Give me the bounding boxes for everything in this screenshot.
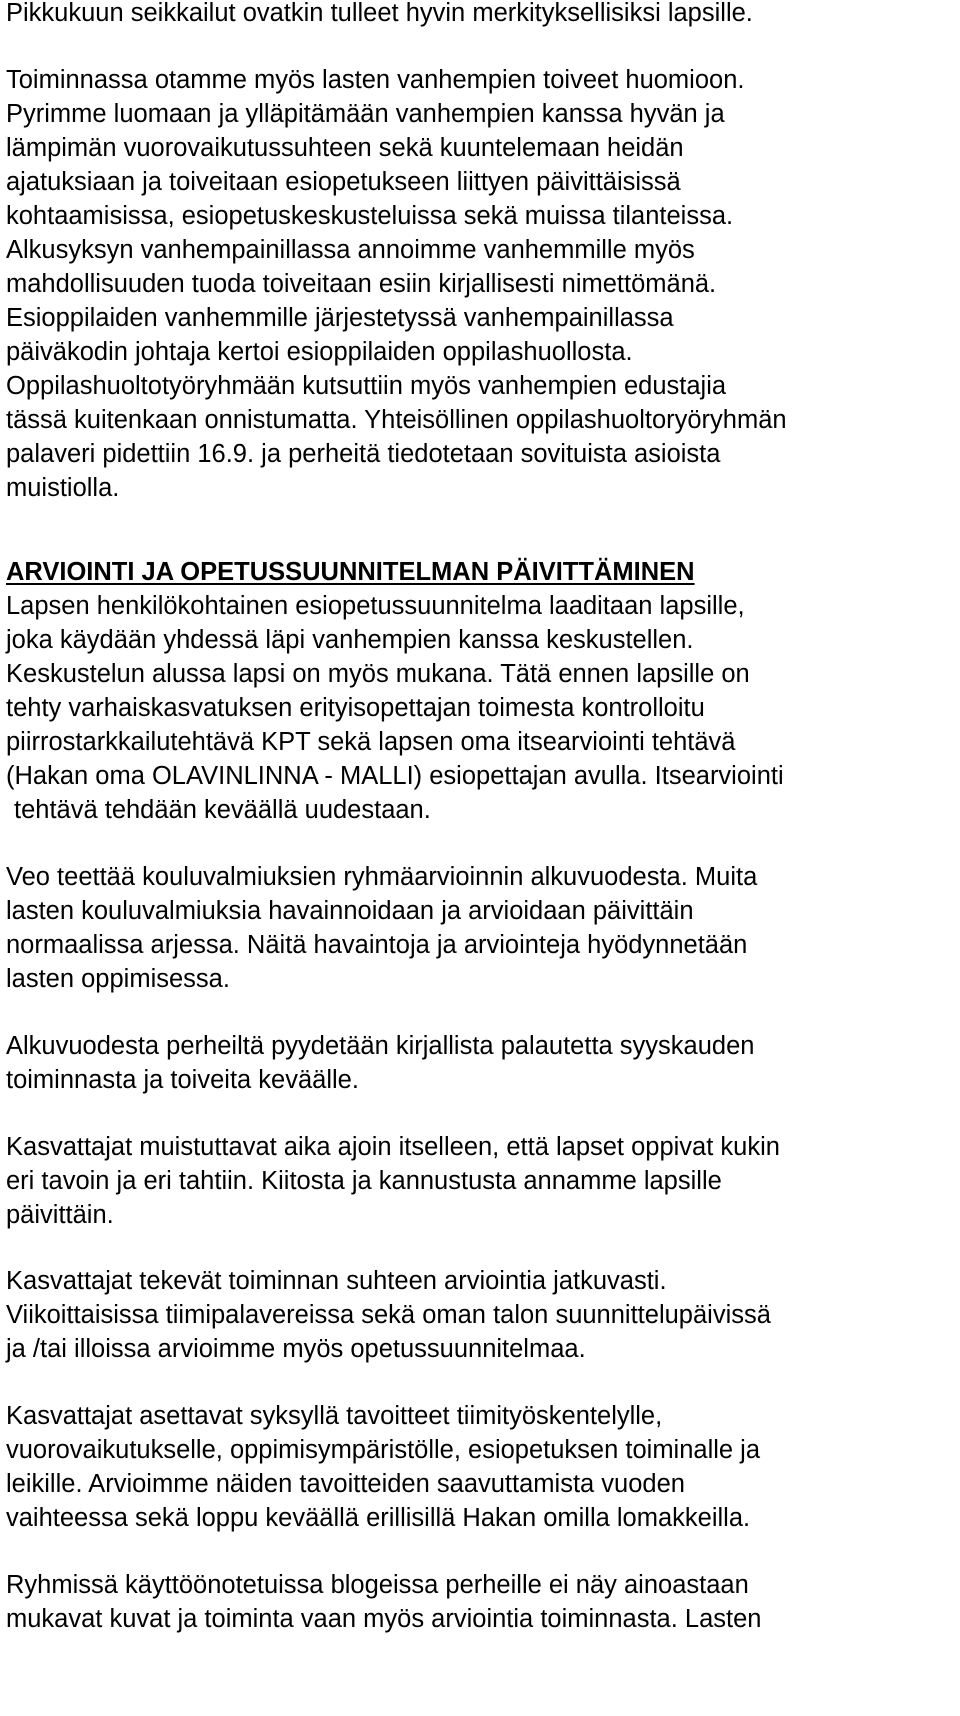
paragraph-line: tehty varhaiskasvatuksen erityisopettajan toimesta kontrolloitu — [6, 694, 705, 722]
paragraph-line: päivittäin. — [6, 1201, 114, 1229]
paragraph-line: Kasvattajat tekevät toiminnan suhteen arviointia jatkuvasti. — [6, 1267, 667, 1295]
paragraph-line: Lapsen henkilökohtainen esiopetussuunnitelma laaditaan lapsille, — [6, 592, 745, 620]
section-heading: ARVIOINTI JA OPETUSSUUNNITELMAN PÄIVITTÄMINEN — [6, 558, 695, 586]
paragraph-line: Oppilashuoltotyöryhmään kutsuttiin myös vanhempien edustajia — [6, 372, 727, 400]
paragraph-line: vuorovaikutukselle, oppimisympäristölle, esiopetuksen toiminalle ja — [6, 1436, 761, 1464]
paragraph-line: lämpimän vuorovaikutussuhteen sekä kuuntelemaan heidän — [6, 134, 684, 162]
paragraph-line: ja /tai illoissa arvioimme myös opetussuunnitelmaa. — [6, 1335, 586, 1363]
paragraph-line: lasten kouluvalmiuksia havainnoidaan ja arvioidaan päivittäin — [6, 897, 694, 925]
paragraph-line: palaveri pidettiin 16.9. ja perheitä tiedotetaan sovituista asioista — [6, 440, 721, 468]
paragraph-line: (Hakan oma OLAVINLINNA - MALLI) esiopettajan avulla. Itsearviointi — [6, 762, 784, 790]
paragraph-line: kohtaamisissa, esiopetuskeskusteluissa sekä muissa tilanteissa. — [6, 202, 734, 230]
paragraph-line: Esioppilaiden vanhemmille järjestetyssä vanhempainillassa — [6, 304, 674, 332]
paragraph-line: Kasvattajat muistuttavat aika ajoin itselleen, että lapset oppivat kukin — [6, 1133, 780, 1161]
paragraph-line: tehtävä tehdään keväällä uudestaan. — [14, 796, 431, 824]
paragraph-line: Alkusyksyn vanhempainillassa annoimme vanhemmille myös — [6, 236, 695, 264]
paragraph-line: Viikoittaisissa tiimipalavereissa sekä oman talon suunnittelupäivissä — [6, 1301, 771, 1329]
paragraph-line: muistiolla. — [6, 474, 120, 502]
paragraph-line: Keskustelun alussa lapsi on myös mukana. Tätä ennen lapsille on — [6, 660, 750, 688]
paragraph-line: lasten oppimisessa. — [6, 965, 230, 993]
paragraph-line: Kasvattajat asettavat syksyllä tavoitteet tiimityöskentelylle, — [6, 1402, 663, 1430]
paragraph-line: Pyrimme luomaan ja ylläpitämään vanhempien kanssa hyvän ja — [6, 100, 725, 128]
paragraph-line: mukavat kuvat ja toiminta vaan myös arviointia toiminnasta. Lasten — [6, 1605, 762, 1633]
paragraph-line: piirrostarkkailutehtävä KPT sekä lapsen oma itsearviointi tehtävä — [6, 728, 736, 756]
paragraph-line: mahdollisuuden tuoda toiveitaan esiin kirjallisesti nimettömänä. — [6, 270, 717, 298]
paragraph-line: Pikkukuun seikkailut ovatkin tulleet hyvin merkityksellisiksi lapsille. — [6, 0, 753, 27]
paragraph-line: eri tavoin ja eri tahtiin. Kiitosta ja kannustusta annamme lapsille — [6, 1167, 722, 1195]
paragraph-line: normaalissa arjessa. Näitä havaintoja ja arviointeja hyödynnetään — [6, 931, 748, 959]
paragraph-line: tässä kuitenkaan onnistumatta. Yhteisöllinen oppilashuoltoryöryhmän — [6, 406, 787, 434]
paragraph-line: leikille. Arvioimme näiden tavoitteiden saavuttamista vuoden — [6, 1470, 685, 1498]
paragraph-line: toiminnasta ja toiveita keväälle. — [6, 1066, 359, 1094]
paragraph-line: joka käydään yhdessä läpi vanhempien kanssa keskustellen. — [6, 626, 694, 654]
paragraph-line: vaihteessa sekä loppu keväällä erillisillä Hakan omilla lomakkeilla. — [6, 1504, 751, 1532]
paragraph-line: Alkuvuodesta perheiltä pyydetään kirjallista palautetta syyskauden — [6, 1032, 755, 1060]
paragraph-line: Ryhmissä käyttöönotetuissa blogeissa perheille ei näy ainoastaan — [6, 1571, 749, 1599]
paragraph-line: Veo teettää kouluvalmiuksien ryhmäarvioinnin alkuvuodesta. Muita — [6, 863, 758, 891]
paragraph-line: päiväkodin johtaja kertoi esioppilaiden oppilashuollosta. — [6, 338, 633, 366]
paragraph-line: ajatuksiaan ja toiveitaan esiopetukseen liittyen päivittäisissä — [6, 168, 681, 196]
paragraph-line: Toiminnassa otamme myös lasten vanhempien toiveet huomioon. — [6, 66, 745, 94]
